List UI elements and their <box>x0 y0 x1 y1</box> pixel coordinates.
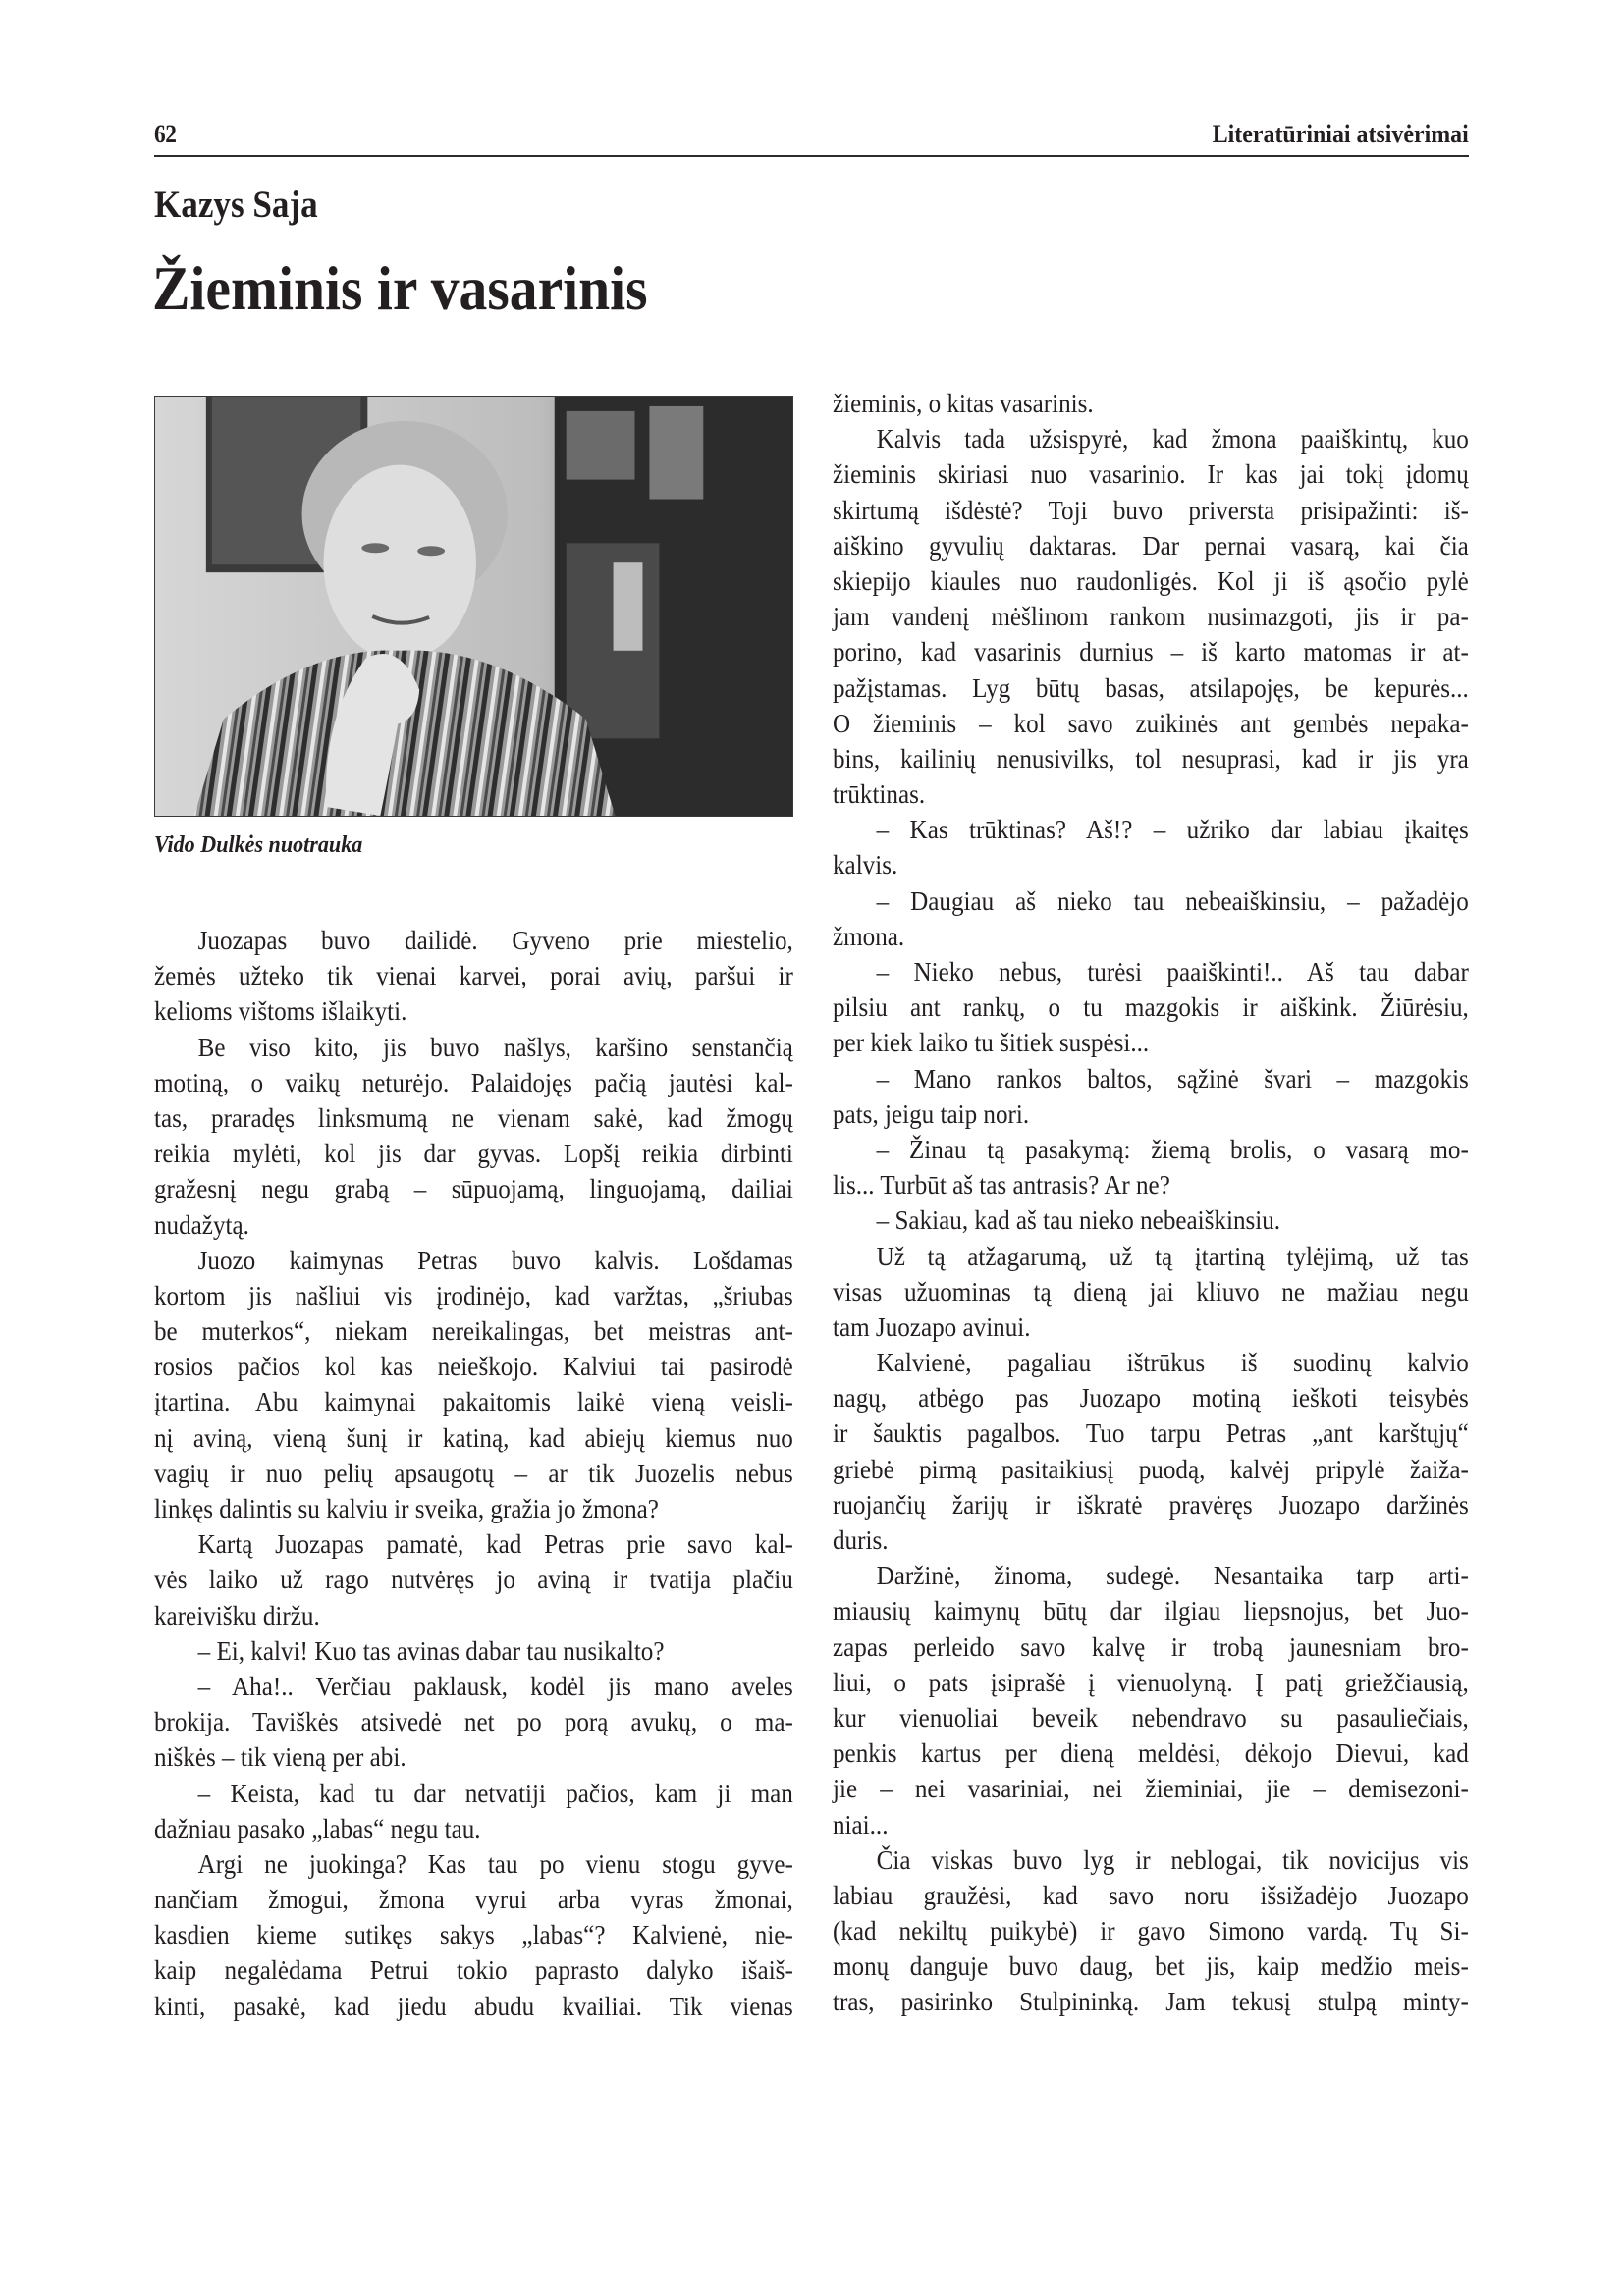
text-line: kelioms vištoms išlaikyti. <box>154 996 407 1027</box>
text-line: niškės – tik vieną per abi. <box>154 1742 406 1773</box>
text-line: per kiek laiko tu šitiek suspėsi... <box>833 1028 1150 1058</box>
text-line: pats, jeigu taip nori. <box>833 1098 1030 1129</box>
text-line: rosios pačios kol kas neieškojo. Kalviui tai pasirodė <box>154 1352 793 1382</box>
portrait-image-icon <box>155 397 792 816</box>
text-line: Kalvienė, pagaliau ištrūkus iš suodinų kalvio <box>876 1348 1469 1378</box>
text-line: O žieminis – kol savo zuikinės ant gembės nepaka- <box>833 708 1469 738</box>
text-line: dažniau pasako „labas“ negu tau. <box>154 1813 481 1843</box>
text-line: skiepijo kiaules nuo raudonligės. Kol ji iš ąsočio pylė <box>833 565 1469 596</box>
text-line: žemės užteko tik vienai karvei, porai avių, paršui ir <box>154 961 793 991</box>
text-line: motiną, o vaikų neturėjo. Palaidojęs pačią jautėsi kal- <box>154 1067 793 1097</box>
article-title: Žieminis ir vasarinis <box>152 253 648 323</box>
text-line: linkęs dalintis su kalviu ir sveika, gražia jo žmona? <box>154 1494 659 1523</box>
section-label: Literatūriniai atsivėrimai <box>1212 120 1469 148</box>
text-line: Be viso kito, jis buvo našlys, karšino senstančią <box>197 1032 793 1062</box>
text-line: nudažytą. <box>154 1209 249 1240</box>
text-line: – Sakiau, kad aš tau nieko nebeaiškinsiu. <box>876 1205 1281 1236</box>
text-line: tras, pasirinko Stulpininką. Jam tekusį stulpą minty- <box>833 1987 1469 2017</box>
text-line: ir šauktis pagalbos. Tuo tarpu Petras „ant karštųjų“ <box>833 1418 1469 1449</box>
body-column-right <box>833 386 1469 2020</box>
text-line: – Daugiau aš nieko tau nebeaiškinsiu, – pažadėjo <box>876 885 1469 916</box>
text-line: kur vienuoliai beveik nebendravo su pasauliečiais, <box>833 1702 1469 1733</box>
text-line: Kalvis tada užsispyrė, kad žmona paaiškintų, kuo <box>876 424 1469 454</box>
text-line: įtartina. Abu kaimynai pakaitomis laikė vieną veisli- <box>154 1387 793 1417</box>
photo-caption: Vido Dulkės nuotrauka <box>154 832 363 858</box>
text-line: liui, o pats įsiprašė į vienuolyną. Į patį griežčiausią, <box>833 1667 1469 1697</box>
text-line: žieminis, o kitas vasarinis. <box>833 389 1094 418</box>
text-line: tas, praradęs linksmumą ne vienam sakė, kad žmogų <box>154 1102 793 1133</box>
text-line: pilsiu ant rankų, o tu mazgokis ir aiškink. Žiūrėsiu, <box>833 992 1469 1023</box>
text-line: Juozo kaimynas Petras buvo kalvis. Lošdamas <box>197 1245 793 1275</box>
text-line: kortom jis našliui vis įrodinėjo, kad varžtas, „šriubas <box>154 1280 793 1310</box>
text-line: žmona. <box>833 921 905 951</box>
text-line: brokija. Taviškės atsivedė net po porą avukų, o ma- <box>154 1707 793 1737</box>
text-line: jam vandenį mėšlinom rankom nusimazgoti, jis ir pa- <box>833 602 1469 632</box>
text-line: žieminis skiriasi nuo vasarinio. Ir kas jai tokį įdomų <box>833 459 1469 490</box>
article-author: Kazys Saja <box>154 184 318 226</box>
text-line: – Ei, kalvi! Kuo tas avinas dabar tau nusikalto? <box>197 1635 665 1666</box>
text-line: Argi ne juokinga? Kas tau po vienu stogu gyve- <box>197 1848 793 1879</box>
text-line: niai... <box>833 1809 889 1840</box>
text-line: monų danguje buvo daug, bet jis, kaip medžio meis- <box>833 1951 1469 1982</box>
text-line: nančiam žmogui, žmona vyrui arba vyras žmonai, <box>154 1885 793 1915</box>
body-column-left <box>154 923 793 2024</box>
text-line: tam Juozapo avinui. <box>833 1311 1031 1342</box>
text-line: – Žinau tą pasakymą: žiemą brolis, o vasarą mo- <box>876 1134 1469 1164</box>
text-line: trūktinas. <box>833 779 926 810</box>
text-line: nagų, atbėgo pas Juozapo motiną ieškoti teisybės <box>833 1383 1469 1414</box>
text-line: griebė pirmą pasitaikiusį puodą, kalvėj pripylė žaiža- <box>833 1454 1469 1484</box>
text-line: kasdien kieme sutikęs sakys „labas“? Kalvienė, nie- <box>154 1920 793 1950</box>
text-line: jie – nei vasariniai, nei žieminiai, jie – demisezoni- <box>833 1774 1469 1804</box>
text-line: Čia viskas buvo lyg ir neblogai, tik novicijus vis <box>876 1844 1469 1875</box>
text-line: – Aha!.. Verčiau paklausk, kodėl jis mano aveles <box>197 1671 793 1701</box>
text-line: kalvis. <box>833 850 898 881</box>
text-line: penkis kartus per dieną meldėsi, dėkojo Dievui, kad <box>833 1738 1469 1769</box>
text-line: be muterkos“, niekam nereikalingas, bet meistras ant- <box>154 1316 793 1347</box>
text-line: zapas perleido savo kalvę ir trobą jaunesniam bro- <box>833 1631 1469 1662</box>
text-line: – Mano rankos baltos, sąžinė švari – mazgokis <box>876 1063 1469 1094</box>
text-line: pažįstamas. Lyg būtų basas, atsilapojęs, be kepurės... <box>833 672 1469 703</box>
text-line: labiau graužėsi, kad savo noru išsižadėjo Juozapo <box>833 1880 1469 1910</box>
text-line: nį aviną, vieną šunį ir katiną, kad abiejų kiemus nuo <box>154 1422 793 1453</box>
text-line: (kad nekiltų puikybė) ir gavo Simono vardą. Tų Si- <box>833 1916 1469 1947</box>
text-line: duris. <box>833 1525 889 1555</box>
text-line: Už tą atžagarumą, už tą įtartiną tylėjimą, už tas <box>876 1241 1469 1271</box>
text-line: vės laiko už rago nutvėręs jo aviną ir tvatija plačiu <box>154 1565 793 1595</box>
text-line: Daržinė, žinoma, sudegė. Nesantaika tarp arti- <box>876 1561 1469 1591</box>
text-line: bins, kailinių nenusivilks, tol nesuprasi, kad ir jis yra <box>833 743 1469 774</box>
text-line: visas užuominas tą dieną jai kliuvo ne mažiau negu <box>833 1276 1469 1307</box>
running-head <box>154 110 1469 157</box>
page-number: 62 <box>154 120 177 148</box>
text-line: kareivišku diržu. <box>154 1600 320 1630</box>
text-line: reikia mylėti, kol jis dar gyvas. Lopšį reikia dirbinti <box>154 1139 793 1169</box>
text-line: – Nieko nebus, turėsi paaiškinti!.. Aš tau dabar <box>876 957 1469 987</box>
text-line: gražesnį negu grabą – sūpuojamą, linguojamą, dailiai <box>154 1174 793 1204</box>
text-line: aiškino gyvulių daktaras. Dar pernai vasarą, kai čia <box>833 530 1469 561</box>
text-line: Juozapas buvo dailidė. Gyveno prie miestelio, <box>197 926 793 955</box>
author-portrait-photo <box>154 396 793 817</box>
text-line: ruojančių žarijų ir iškratė pravėręs Juozapo daržinės <box>833 1489 1469 1520</box>
text-line: miausių kaimynų būtų dar ilgiau liepsnojus, bet Juo- <box>833 1596 1469 1627</box>
text-line: – Kas trūktinas? Aš!? – užriko dar labiau įkaitęs <box>876 815 1469 845</box>
text-line: – Keista, kad tu dar netvatiji pačios, kam ji man <box>197 1778 793 1808</box>
text-line: kaip negalėdama Petrui tokio paprasto dalyko išaiš- <box>154 1955 793 1986</box>
text-line: vagių ir nuo pelių apsaugotų – ar tik Juozelis nebus <box>154 1458 793 1488</box>
text-line: lis... Turbūt aš tas antrasis? Ar ne? <box>833 1170 1170 1201</box>
text-line: Kartą Juozapas pamatė, kad Petras prie savo kal- <box>197 1529 793 1560</box>
text-line: skirtumą išdėstė? Toji buvo priversta prisipažinti: iš- <box>833 495 1469 525</box>
text-line: kinti, pasakė, kad jiedu abudu kvailiai. Tik vienas <box>154 1991 793 2021</box>
text-line: porino, kad vasarinis durnius – iš karto matomas ir at- <box>833 637 1469 667</box>
